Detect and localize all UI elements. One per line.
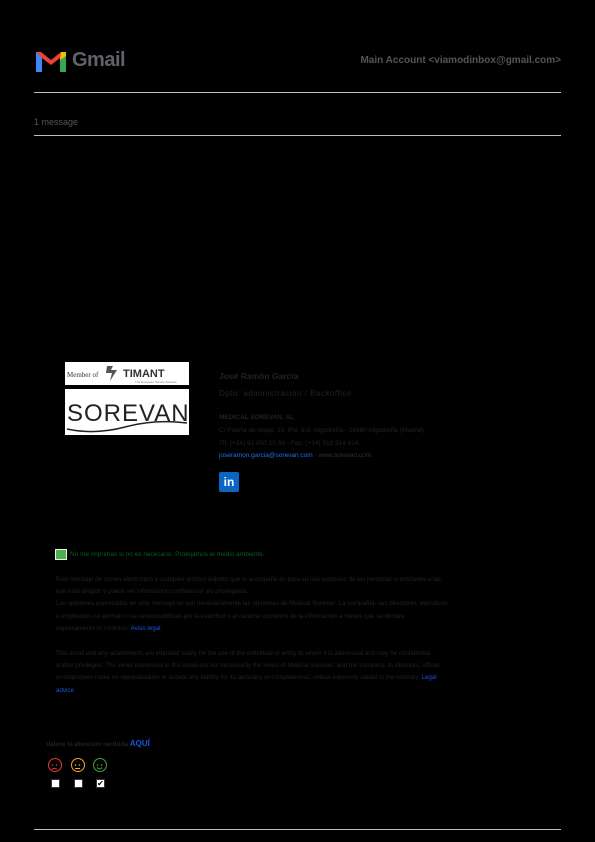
aviso-legal-link[interactable]: Aviso legal bbox=[130, 624, 161, 632]
sender-role: Dpto. administración / Backoffice bbox=[219, 389, 352, 398]
disclaimer-en-line: and/or privileged. The views expressed in this email are not necessarily the views of Medical Sorevan, and the company, its directors, offices bbox=[56, 662, 441, 670]
rating-link[interactable]: AQUÍ bbox=[129, 739, 150, 748]
legal-advice-link[interactable]: Legal bbox=[421, 674, 437, 682]
message-count: 1 message bbox=[34, 117, 79, 127]
disclaimer-en-line: This email and any attachments are intended solely for the use of the individual or entity to whom it is addressed and may be confidential bbox=[56, 650, 431, 657]
neutral-face-icon[interactable] bbox=[71, 758, 85, 772]
disclaimer-es-line: Las opiniones expresadas en este mensaje no son necesariamente las opiniones de Medical Sorevan. La compañía, sus directores, ejecutivos bbox=[56, 600, 448, 608]
svg-text:SOREVAN: SOREVAN bbox=[67, 400, 189, 427]
eco-note-text: No me imprimas si no es necesario. Protejamos el medio ambiente. bbox=[70, 551, 265, 559]
link-separator: - bbox=[312, 452, 319, 459]
contact-links bbox=[219, 452, 371, 459]
disclaimer-es-line: Este mensaje de correo electrónico y cualquier archivo adjunto que lo acompañe es para su uso exclusivo de las personas o entidades a las bbox=[56, 576, 441, 583]
rating-checkbox-good[interactable]: ✔ bbox=[97, 779, 104, 788]
eco-note bbox=[55, 549, 265, 560]
disclaimer-spanish bbox=[56, 574, 521, 635]
rating-checkbox-neutral[interactable] bbox=[74, 779, 83, 788]
leaf-icon bbox=[55, 549, 67, 560]
sorevan-logo bbox=[65, 389, 189, 435]
website-link[interactable]: www.sorevan.com bbox=[318, 452, 372, 459]
rating-checkbox-bad[interactable] bbox=[51, 779, 60, 788]
header-divider bbox=[34, 92, 561, 93]
svg-text:Member of: Member of bbox=[67, 371, 99, 379]
linkedin-icon[interactable]: in bbox=[219, 472, 239, 492]
company-name: MEDICAL SOREVAN, SL bbox=[219, 414, 294, 421]
sender-email-link[interactable]: joseramon.garcia@sorevan.com bbox=[219, 452, 313, 459]
company-address: C/ Puerta de Abajo, 18. Pol. Ind. Algodreña - 28480 Algodreña (Madrid) bbox=[219, 427, 424, 434]
thread-divider bbox=[34, 135, 561, 136]
legal-advice-link-cont[interactable]: advice bbox=[56, 686, 74, 694]
disclaimer-es-line: o empleados no afirman ni se responsabilizan por la exactitud o el carácter completo de la información a menos que se declare bbox=[56, 612, 405, 620]
rating-prompt bbox=[46, 739, 150, 748]
disclaimer-english bbox=[56, 648, 521, 697]
disclaimer-es-line: expresamente lo contrario. bbox=[56, 624, 130, 632]
company-phone: Tlf: (+34) 91 850 10 38 - Fax: (+34) 918 314 824 bbox=[219, 440, 359, 447]
sad-face-icon[interactable] bbox=[48, 758, 62, 772]
timant-logo bbox=[65, 362, 189, 385]
rating-label: Valore la atención recibida bbox=[46, 741, 129, 748]
disclaimer-en-line: or employees make no representation or accept any liability for its accuracy or completeness, unless expressly stated to the contrary. bbox=[56, 674, 420, 682]
account-label: Main Account <viamodinbox@gmail.com> bbox=[360, 55, 561, 66]
gmail-wordmark: Gmail bbox=[72, 49, 126, 71]
disclaimer-es-line: que está dirigido y puede ser información confidencial y/o privilegiada. bbox=[56, 588, 249, 596]
happy-face-icon[interactable] bbox=[93, 758, 107, 772]
footer-divider bbox=[34, 829, 561, 830]
svg-text:TIMANT: TIMANT bbox=[123, 368, 165, 380]
sender-name: José Ramón García bbox=[219, 371, 299, 381]
svg-text:The European Service Network: The European Service Network bbox=[135, 380, 177, 384]
